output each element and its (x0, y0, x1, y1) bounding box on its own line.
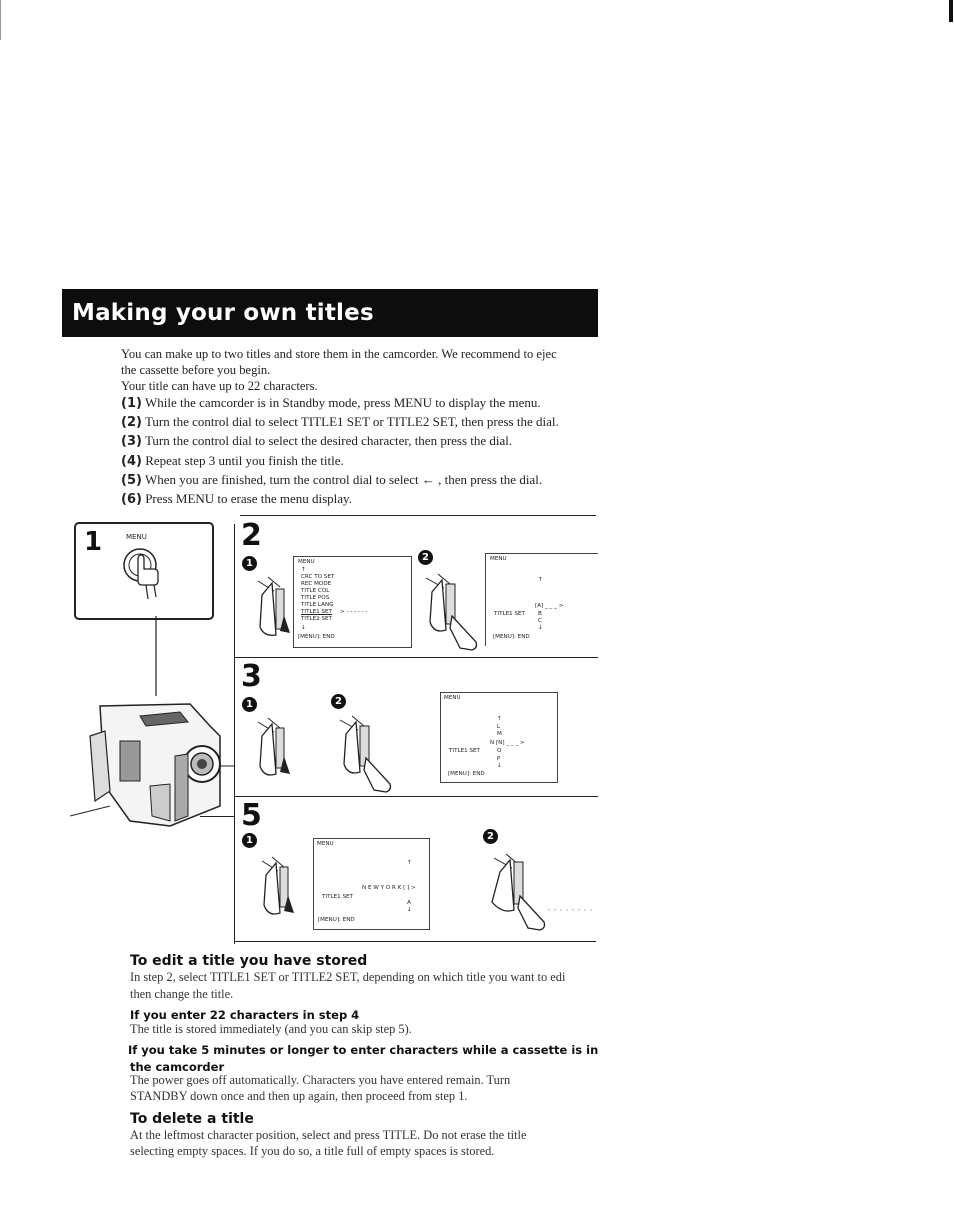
screen5-footer: [MENU]: END (318, 917, 355, 923)
intro-line-2: the cassette before you begin. (121, 363, 271, 377)
edit-line-1: In step 2, select TITLE1 SET or TITLE2 SET, depending on which title you want to edi (130, 970, 566, 984)
screen3-col-4: O (497, 748, 502, 754)
screen5-entry: N E W Y O R K [ ] > (362, 885, 416, 891)
screen1-selector: > - - - - - - (340, 609, 368, 615)
delete-line-1: At the leftmost character position, select and press TITLE. Do not erase the title (130, 1128, 527, 1142)
note5min-heading-1: If you take 5 minutes or longer to enter characters while a cassette is in (128, 1043, 599, 1057)
intro-line-1: You can make up to two titles and store them in the camcorder. We recommend to ejec (121, 347, 557, 361)
note22-text: The title is stored immediately (and you can skip step 5). (130, 1022, 412, 1036)
note5min-line-2: STANDBY down once and then up again, then proceed from step 1. (130, 1089, 468, 1103)
screen3-col-2: M (497, 731, 502, 737)
panel-3-sub-1-badge: 1 (242, 697, 257, 712)
panel-2-divider (234, 657, 598, 658)
illustration-frame-bottom (234, 941, 596, 942)
menu-button-press-icon (118, 545, 168, 605)
screen3-header: MENU (444, 695, 461, 701)
screen3-col-5: P (497, 756, 501, 762)
step-3: (3) Turn the control dial to select the desired character, then press the dial. (121, 433, 513, 449)
screen1-up-arrow: ↑ (301, 567, 306, 573)
panel-3-number: 3 (241, 659, 262, 694)
page-edge-mark (949, 0, 953, 22)
illustration-frame-top (240, 515, 596, 516)
panel-2-sub-1-badge: 1 (242, 556, 257, 571)
delete-line-2: selecting empty spaces. If you do so, a title full of empty spaces is stored. (130, 1144, 495, 1158)
page-edge-mark-left (0, 0, 1, 40)
screen2-col-1: B (538, 611, 542, 617)
panel-2-sub-2-badge: 2 (418, 550, 433, 565)
step-4: (4) Repeat step 3 until you finish the title. (121, 453, 344, 469)
screen2-entry: [A] _ _ _ > (535, 603, 564, 609)
screen3-down-arrow: ↓ (497, 763, 502, 769)
panel-2-number: 2 (241, 518, 262, 553)
control-dial-turn-icon-5 (254, 855, 304, 920)
note5min-line-1: The power goes off automatically. Characters you have entered remain. Turn (130, 1073, 511, 1087)
screen3-entry: N [N] _ _ _ > (490, 740, 525, 746)
screen1-item-7: TITLE2 SET (301, 616, 332, 622)
screen2-up-arrow: ↑ (538, 577, 543, 583)
camera-to-panel-line (200, 816, 234, 817)
note22-heading: If you enter 22 characters in step 4 (130, 1008, 360, 1022)
screen1-item-6: TITLE1 SET (301, 609, 332, 615)
screen3-footer: [MENU]: END (448, 771, 485, 777)
screen1-header: MENU (298, 559, 315, 565)
panel-5-number: 5 (241, 798, 262, 833)
step-6: (6) Press MENU to erase the menu display. (121, 491, 352, 507)
step-2: (2) Turn the control dial to select TITLE1 SET or TITLE2 SET, then press the dial. (121, 414, 559, 430)
panel-1-menu-label: MENU (126, 533, 147, 541)
panel-3-sub-2-badge: 2 (331, 694, 346, 709)
screen2-down-arrow: ↓ (538, 625, 543, 631)
panel-5-sub-2-badge: 2 (483, 829, 498, 844)
screen5-up-arrow: ↑ (407, 860, 412, 866)
control-dial-turn-icon-3 (250, 716, 300, 781)
control-dial-press-icon-5 (488, 852, 598, 932)
screen3-row-label: TITLE1 SET (449, 748, 480, 754)
control-dial-press-icon-3 (334, 714, 404, 794)
screen2-row-label: TITLE1 SET (494, 611, 525, 617)
screen2-footer: [MENU]: END (493, 634, 530, 640)
screen5-down-arrow: ↓ (407, 907, 412, 913)
control-dial-press-icon (420, 572, 490, 652)
note5min-heading-2: the camcorder (130, 1060, 225, 1074)
screen5-header: MENU (317, 841, 334, 847)
panel-5-sub-1-badge: 1 (242, 833, 257, 848)
section-title: Making your own titles (72, 300, 374, 326)
screen1-down-arrow: ↓ (301, 625, 306, 631)
step-5: (5) When you are finished, turn the control dial to select ← , then press the dial. (121, 472, 543, 488)
screen1-footer: [MENU]: END (298, 634, 335, 640)
camcorder-illustration (70, 616, 240, 836)
illustration-frame-left (234, 524, 235, 944)
screen1-item-3: TITLE COL (301, 588, 330, 594)
screen3-col-1: L (497, 724, 501, 730)
panel-3-screen (440, 692, 558, 783)
panel-1-number: 1 (84, 527, 103, 557)
screen3-up-arrow: ↑ (497, 716, 502, 722)
screen1-item-4: TITLE POS (301, 595, 330, 601)
step-1: (1) While the camcorder is in Standby mode, press MENU to display the menu. (121, 395, 541, 411)
screen5-col-1: A (407, 900, 411, 906)
screen2-header: MENU (490, 556, 507, 562)
intro-line-3: Your title can have up to 22 characters. (121, 379, 318, 393)
edit-heading: To edit a title you have stored (130, 953, 368, 969)
screen5-row-label: TITLE1 SET (322, 894, 353, 900)
delete-heading: To delete a title (130, 1111, 254, 1127)
panel-2-screen-2 (485, 553, 598, 646)
screen2-col-2: C (538, 618, 542, 624)
panel-3-divider (234, 796, 598, 797)
screen1-item-1: CRC TO SET (301, 574, 335, 580)
screen1-item-5: TITLE LANG (301, 602, 334, 608)
screen1-item-2: REC MODE (301, 581, 332, 587)
edit-line-2: then change the title. (130, 987, 234, 1001)
